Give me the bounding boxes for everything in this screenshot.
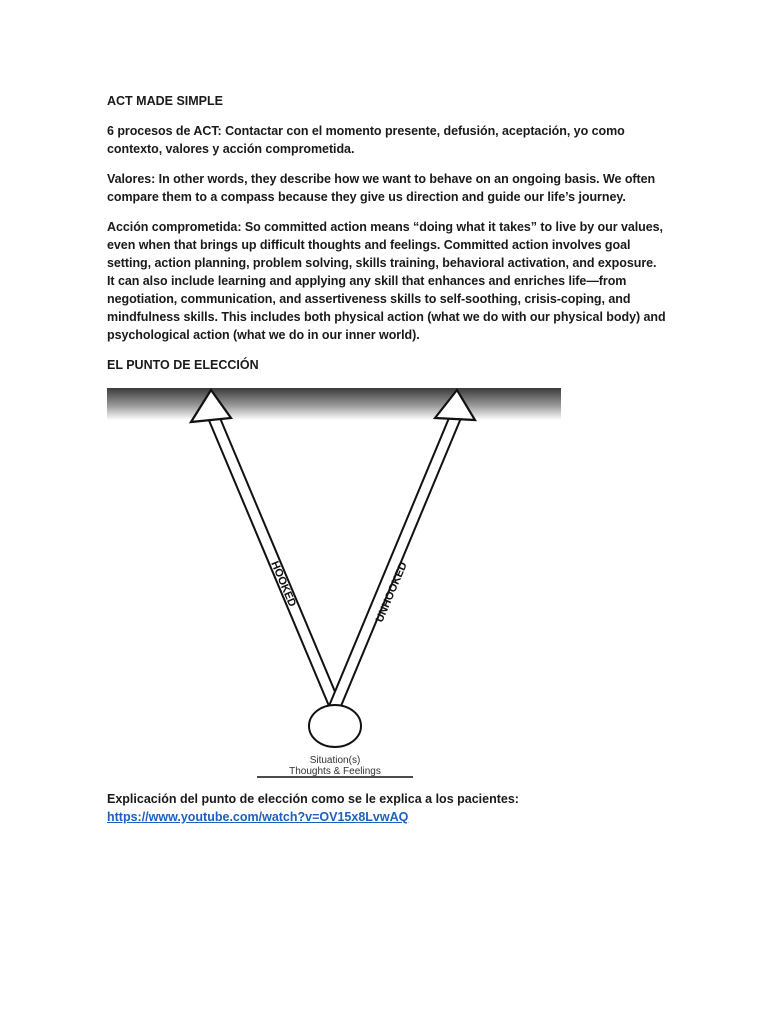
section-title: EL PUNTO DE ELECCIÓN [107, 358, 259, 372]
paragraph-committed-action: Acción comprometida: So committed action means “doing what it takes” to live by our values, even when that brings up difficult thoughts and feelings. Committed action involves goal setting, action planning, problem solving, skills training, behavioral activation, and exposure. It can also include learning and applying any skill that enhances and enriches life—from negotiation, communication, and assertiveness skills to self-soothing, crisis-coping, and mindfulness skills. This includes both physical action (what we do with our physical body) and psychological action (what we do in our inner world). [107, 220, 666, 342]
paragraph-values: Valores: In other words, they describe how we want to behave on an ongoing basis. We often compare them to a compass because they give us direction and guide our life’s journey. [107, 172, 656, 204]
unhooked-arrow [329, 390, 475, 706]
unhooked-label: UNHOOKED [373, 560, 410, 625]
thoughts-feelings-label: Thoughts & Feelings [289, 766, 381, 777]
choice-point-diagram [107, 388, 561, 780]
top-gradient-bar [107, 388, 561, 420]
explanation-text: Explicación del punto de elección como se le explica a los pacientes: [107, 792, 519, 806]
situation-label: Situation(s) [309, 755, 361, 766]
hooked-label: HOOKED [268, 559, 299, 609]
hooked-arrow [191, 390, 341, 706]
explanation-block [107, 790, 667, 826]
paragraph-processes: 6 procesos de ACT: Contactar con el momento presente, defusión, aceptación, yo como contexto, valores y acción comprometida. [107, 124, 625, 156]
choice-point-svg [107, 388, 561, 780]
document-body [107, 92, 667, 386]
document-title: ACT MADE SIMPLE [107, 94, 223, 108]
situation-circle [309, 705, 361, 747]
youtube-link[interactable]: https://www.youtube.com/watch?v=OV15x8LvwAQ [107, 810, 409, 824]
